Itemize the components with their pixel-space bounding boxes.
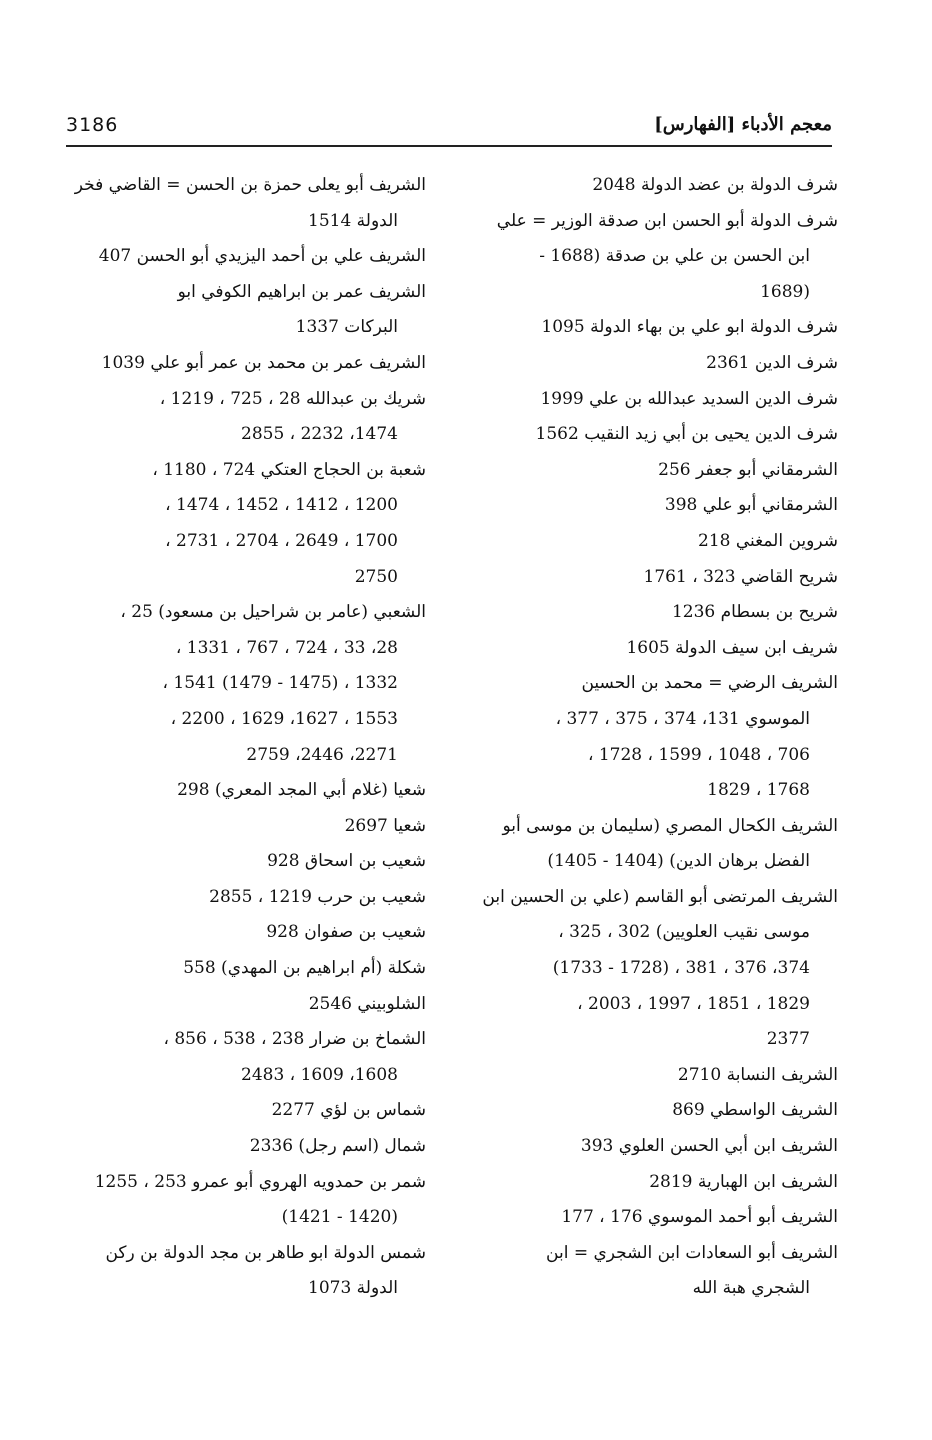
- index-entry: الشريف أبو يعلى حمزة بن الحسن = القاضي فخر: [74, 175, 426, 195]
- index-entry: الشريف ابن الهبارية 2819: [649, 1171, 838, 1192]
- index-entry: شعيب بن صفوان 928: [266, 922, 426, 943]
- index-entry: الشلوبيني 2546: [308, 993, 426, 1014]
- index-entry: شمر بن حمدويه الهروي أبو عمرو 253 ، 1255: [94, 1171, 426, 1192]
- header-rule: [66, 145, 832, 147]
- index-column-right: [474, 168, 838, 1307]
- page-header: [66, 108, 832, 148]
- index-entry-continuation: البركات 1337: [295, 317, 398, 338]
- index-entry-continuation: 1608، 1609 ، 2483: [241, 1064, 398, 1085]
- index-entry-continuation: 1474، 2232 ، 2855: [241, 424, 398, 445]
- index-entry-continuation: الموسوي 131، 374 ، 375 ، 377 ،: [555, 708, 810, 729]
- index-entry-continuation: 2750: [354, 566, 398, 587]
- index-entry: الشريف عمر بن محمد بن عمر أبو علي 1039: [101, 352, 426, 373]
- index-entry: الشعبي (عامر بن شراحيل بن مسعود) 25 ،: [120, 602, 426, 623]
- index-entry: الشريف عمر بن ابراهيم الكوفي ابو: [177, 281, 426, 302]
- index-column-left: [58, 168, 426, 1307]
- index-entry: شعيا 2697: [344, 815, 426, 836]
- index-entry-continuation: 28، 33 ، 724 ، 767 ، 1331 ،: [175, 637, 398, 658]
- index-entry-continuation: (1420 - 1421): [281, 1207, 398, 1228]
- running-title: معجم الأدباء [الفهارس]: [654, 114, 832, 135]
- index-entry-continuation: 1700 ، 2649 ، 2704 ، 2731 ،: [165, 530, 398, 551]
- index-entry-continuation: 706 ، 1048 ، 1599 ، 1728 ،: [587, 744, 810, 765]
- index-entry: شعيا (غلام أبي المجد المعري) 298: [177, 780, 426, 801]
- index-entry: شريح القاضي 323 ، 1761: [643, 566, 838, 587]
- index-entry: الشريف ابن أبي الحسن العلوي 393: [580, 1136, 838, 1157]
- index-entry-continuation: 1553 ، 1627، 1629 ، 2200 ،: [170, 708, 398, 729]
- index-entry: شرف الدولة أبو الحسن ابن صدقة الوزير = علي: [496, 210, 838, 231]
- index-entry-continuation: ابن الحسن بن علي بن صدقة (1688 -: [539, 246, 810, 267]
- index-entry: شريف ابن سيف الدولة 1605: [626, 637, 838, 658]
- index-entry: شرف الدين 2361: [706, 352, 838, 373]
- index-entry: الشرمقاني أبو علي 398: [664, 495, 838, 516]
- index-entry: شعيب بن اسحاق 928: [267, 851, 426, 872]
- index-entry-continuation: الشجري هبة الله: [692, 1278, 810, 1299]
- index-entry: الشريف المرتضى أبو القاسم (علي بن الحسين ابن: [482, 886, 838, 907]
- index-entry: شمال (اسم رجل) 2336: [249, 1136, 426, 1157]
- index-entry: الشريف الواسطي 869: [672, 1100, 838, 1121]
- index-entry: شريح بن بسطام 1236: [671, 602, 838, 623]
- index-entry-continuation: 374، 376 ، 381 ، (1728 - 1733): [552, 958, 810, 979]
- index-entry: الشريف علي بن أحمد اليزيدي أبو الحسن 407: [98, 246, 426, 267]
- index-entry: الشريف النسابة 2710: [677, 1064, 838, 1085]
- index-entry: الشريف أبو السعادات ابن الشجري = ابن: [546, 1242, 838, 1263]
- index-entry-continuation: 1200 ، 1412 ، 1452 ، 1474 ،: [165, 495, 398, 516]
- page-number: 3186: [66, 114, 119, 136]
- index-entry-continuation: (1689: [760, 281, 810, 302]
- index-entry: الشماخ بن ضرار 238 ، 538 ، 856 ،: [163, 1029, 426, 1050]
- index-entry: شرف الدين السديد عبدالله بن علي 1999: [540, 388, 838, 409]
- index-entry: شروين المغني 218: [698, 530, 838, 551]
- index-entry-continuation: 2271، 2446، 2759: [246, 744, 398, 765]
- index-entry: شريك بن عبدالله 28 ، 725 ، 1219 ،: [159, 388, 426, 409]
- index-entry-continuation: الدولة 1514: [308, 210, 398, 231]
- index-entry: شرف الدولة ابو علي بن بهاء الدولة 1095: [541, 317, 838, 338]
- index-entry-continuation: الفضل برهان الدين) (1404 - 1405): [547, 851, 810, 872]
- index-entry: شعيب بن حرب 1219 ، 2855: [209, 886, 426, 907]
- index-entry-continuation: 1768 ، 1829: [707, 780, 810, 801]
- index-entry: شعبة بن الحجاج العتكي 724 ، 1180 ،: [152, 459, 426, 480]
- index-entry: الشريف الكحال المصري (سليمان بن موسى أبو: [502, 815, 838, 836]
- index-entry: الشريف أبو أحمد الموسوي 176 ، 177: [561, 1207, 838, 1228]
- index-entry: شكلة (أم ابراهيم بن المهدي) 558: [183, 958, 426, 979]
- index-entry-continuation: 2377: [766, 1029, 810, 1050]
- index-entry: الشرمقاني أبو جعفر 256: [658, 459, 838, 480]
- index-entry-continuation: 1332 ، (1475 - 1479) 1541 ،: [162, 673, 398, 694]
- index-entry: شرف الدولة بن عضد الدولة 2048: [592, 175, 838, 195]
- index-entry: شرف الدين يحيى بن أبي زيد النقيب 1562: [535, 424, 838, 445]
- index-entry: شمس الدولة ابو طاهر بن مجد الدولة بن ركن: [105, 1242, 426, 1263]
- index-entry-continuation: 1829 ، 1851 ، 1997 ، 2003 ،: [577, 993, 810, 1014]
- index-entry: الشريف الرضي = محمد بن الحسين: [581, 673, 838, 694]
- index-entry-continuation: موسى نقيب العلويين) 302 ، 325 ،: [558, 922, 810, 943]
- index-entry-continuation: الدولة 1073: [308, 1278, 398, 1299]
- index-entry: شماس بن لؤي 2277: [271, 1100, 426, 1121]
